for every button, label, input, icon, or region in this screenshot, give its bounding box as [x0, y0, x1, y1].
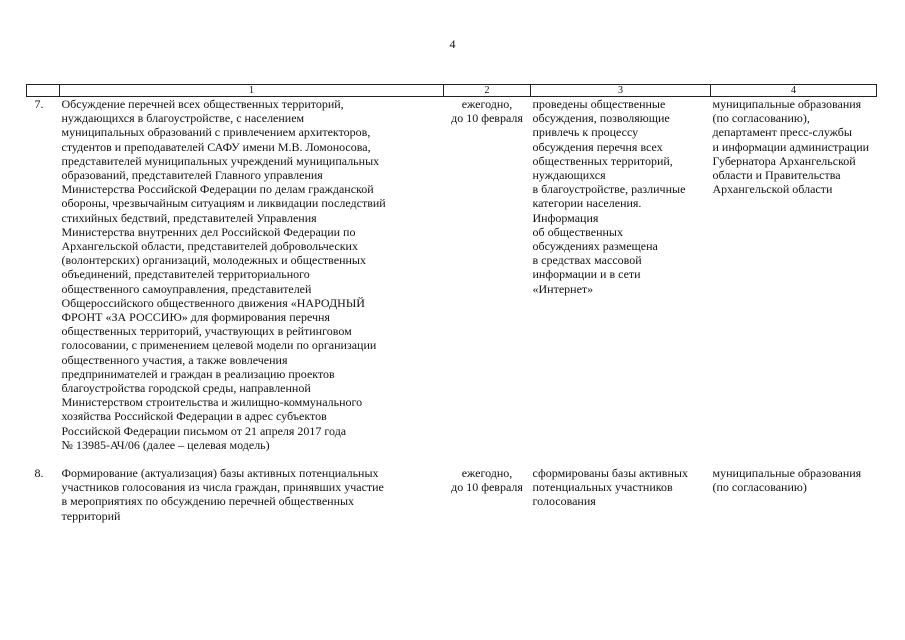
result-cell-line: обсуждениях размещена: [532, 239, 658, 254]
table-body: [27, 97, 877, 523]
activity-cell-line: студентов и преподавателей САФУ имени М.В. Ломоносова,: [61, 139, 371, 154]
activity-cell-line: Министерства Российской Федерации по делам гражданской: [61, 182, 374, 197]
activity-cell-line: общественного участия, а также вовлечения: [61, 352, 288, 367]
result-cell: [531, 466, 711, 523]
plan-table: [26, 84, 877, 523]
activity-cell-line: Министерством строительства и жилищно-коммунального: [61, 395, 363, 410]
header-cell-4: 4: [711, 85, 877, 97]
header-cell-2: 2: [444, 85, 531, 97]
row-number: 7.: [34, 97, 44, 111]
activity-cell-line: Обсуждение перечней всех общественных территорий,: [61, 97, 344, 111]
page-number: 4: [449, 37, 456, 51]
activity-cell-line: предпринимателей и граждан в реализацию проектов: [61, 366, 335, 381]
row-number: 8.: [34, 466, 44, 481]
activity-cell-line: голосовании, с применением целевой модели по организации: [61, 338, 377, 353]
result-cell-line: категории населения.: [532, 196, 642, 211]
result-cell-line: обсуждения, позволяющие: [532, 111, 670, 126]
activity-cell-line: представителей муниципальных учреждений муниципальных: [61, 153, 380, 168]
activity-cell-line: общественных территорий, участвующих в рейтинговом: [61, 324, 352, 339]
result-cell-line: в благоустройстве, различные: [532, 182, 686, 197]
activity-cell-line: Архангельской области, представителей добровольческих: [61, 239, 358, 254]
responsible-cell-line: и информации администрации: [712, 139, 870, 154]
activity-cell: [60, 97, 444, 453]
result-cell-line: голосования: [532, 494, 596, 509]
result-cell-line: потенциальных участников: [532, 480, 673, 495]
row-spacer: [27, 452, 877, 466]
activity-cell-line: благоустройства городской среды, направленной: [61, 381, 311, 396]
activity-cell-line: Общероссийского общественного движения «НАРОДНЫЙ: [61, 295, 365, 310]
result-cell: [531, 97, 711, 453]
responsible-cell-line: (по согласованию): [712, 480, 807, 495]
deadline-cell-line: ежегодно,: [461, 466, 513, 481]
result-cell-line: проведены общественные: [532, 97, 666, 111]
activity-cell-line: муниципальных образований с привлечением архитекторов,: [61, 125, 371, 140]
activity-cell-line: Российской Федерации письмом от 21 апреля 2017 года: [61, 423, 347, 438]
table-row: [27, 466, 877, 523]
result-cell-line: «Интернет»: [532, 281, 594, 296]
activity-cell-line: хозяйства Российской Федерации в адрес субъектов: [61, 409, 327, 424]
activity-cell-line: образований, представителей Главного управления: [61, 168, 323, 183]
result-cell-line: информации и в сети: [532, 267, 641, 282]
activity-cell-line: объединений, представителей территориального: [61, 267, 310, 282]
header-cell-1: 1: [60, 85, 444, 97]
deadline-cell-line: до 10 февраля: [451, 480, 523, 495]
responsible-cell: [711, 97, 877, 453]
result-cell-line: в средствах массовой: [532, 253, 642, 268]
table-header: [27, 85, 877, 97]
deadline-cell: [444, 97, 531, 453]
activity-cell-line: (волонтерских) организаций, молодежных и общественных: [61, 253, 366, 268]
header-cell-3: 3: [531, 85, 711, 97]
header-cell-num: [27, 85, 60, 97]
table-row: [27, 97, 877, 453]
activity-cell-line: участников голосования из числа граждан, принявших участие: [61, 480, 384, 495]
activity-cell-line: нуждающихся в благоустройстве, с населением: [61, 111, 305, 126]
responsible-cell-line: Архангельской области: [712, 182, 833, 197]
deadline-cell: [444, 466, 531, 523]
responsible-cell-line: муниципальные образования: [712, 97, 862, 111]
activity-cell-line: обороны, чрезвычайным ситуациям и ликвидации последствий: [61, 196, 386, 211]
activity-cell: [60, 466, 444, 523]
activity-cell-line: территорий: [61, 508, 121, 523]
result-cell-line: обсуждения перечня всех: [532, 139, 663, 154]
activity-cell-line: № 13985-АЧ/06 (далее – целевая модель): [61, 437, 270, 452]
result-cell-line: Информация: [532, 210, 599, 225]
deadline-cell-line: ежегодно,: [461, 97, 513, 111]
activity-cell-line: Министерства внутренних дел Российской Федерации по: [61, 224, 356, 239]
responsible-cell-line: области и Правительства: [712, 168, 841, 183]
result-cell-line: привлечь к процессу: [532, 125, 639, 140]
responsible-cell-line: департамент пресс-службы: [712, 125, 852, 140]
responsible-cell-line: (по согласованию),: [712, 111, 810, 126]
result-cell-line: об общественных: [532, 224, 623, 239]
responsible-cell-line: Губернатора Архангельской: [712, 153, 856, 168]
deadline-cell-line: до 10 февраля: [451, 111, 523, 126]
activity-cell-line: ФРОНТ «ЗА РОССИЮ» для формирования перечня: [61, 310, 330, 325]
result-cell-line: сформированы базы активных: [532, 466, 688, 481]
responsible-cell: [711, 466, 877, 523]
activity-cell-line: в мероприятиях по обсуждению перечней общественных: [61, 494, 355, 509]
activity-cell-line: Формирование (актуализация) базы активных потенциальных: [61, 466, 379, 481]
activity-cell-line: общественного самоуправления, представителей: [61, 281, 312, 296]
result-cell-line: нуждающихся: [532, 168, 606, 183]
result-cell-line: общественных территорий,: [532, 153, 673, 168]
responsible-cell-line: муниципальные образования: [712, 466, 862, 481]
activity-cell-line: стихийных бедствий, представителей Управления: [61, 210, 317, 225]
